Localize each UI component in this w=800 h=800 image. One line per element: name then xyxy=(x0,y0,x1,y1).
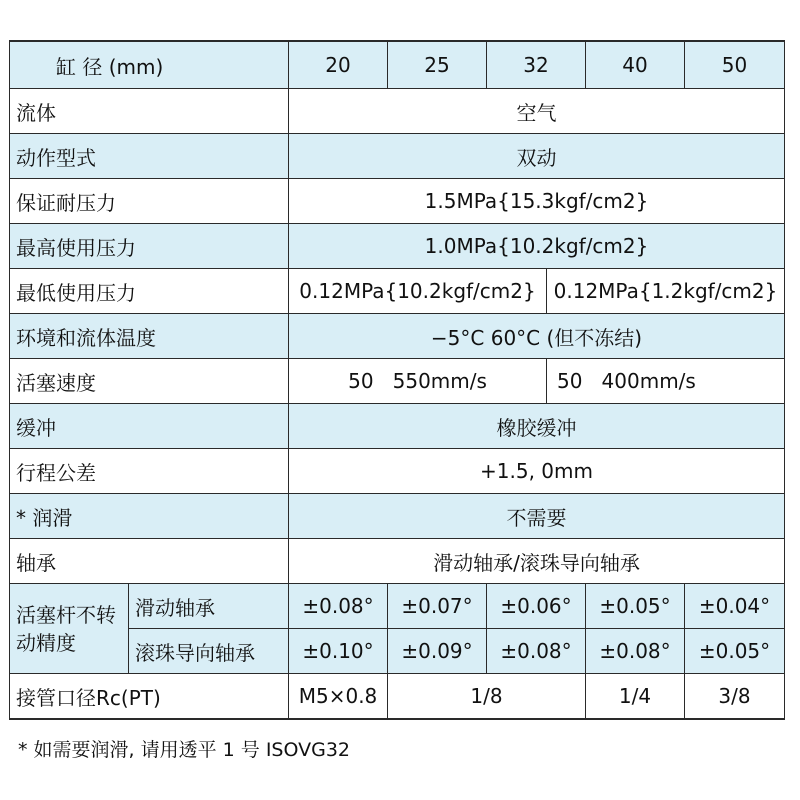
min-pressure-value-b: 0.12MPa{1.2kgf/cm2} xyxy=(553,279,778,303)
ball-accuracy-40: ±0.08° xyxy=(586,629,685,674)
non-rotation-label: 活塞杆不转动精度 xyxy=(10,584,129,674)
lubrication-value: 不需要 xyxy=(289,494,785,539)
ball-accuracy-32: ±0.08° xyxy=(487,629,586,674)
bore-label: 缸 径 (mm) xyxy=(56,54,164,79)
stroke-tolerance-value: +1.5, 0mm xyxy=(289,449,785,494)
sliding-accuracy-25: ±0.07° xyxy=(388,584,487,629)
speed-values xyxy=(289,359,785,404)
speed-label: 活塞速度 xyxy=(10,359,289,404)
temperature-value: −5°C 60°C (但不冻结) xyxy=(289,314,785,359)
ball-accuracy-20: ±0.10° xyxy=(289,629,388,674)
port-value-20: M5×0.8 xyxy=(289,674,388,720)
row-lubrication xyxy=(10,494,785,539)
bearing-label: 轴承 xyxy=(10,539,289,584)
max-pressure-label: 最高使用压力 xyxy=(10,224,289,269)
port-value-25-32: 1/8 xyxy=(388,674,586,720)
port-label: 接管口径Rc(PT) xyxy=(10,674,289,720)
lubrication-footnote: * 如需要润滑, 请用透平 1 号 ISOVG32 xyxy=(18,739,351,761)
max-pressure-value: 1.0MPa{10.2kgf/cm2} xyxy=(289,224,785,269)
action-label: 动作型式 xyxy=(10,134,289,179)
proof-pressure-label: 保证耐压力 xyxy=(10,179,289,224)
bore-32: 32 xyxy=(487,41,586,89)
row-port xyxy=(10,674,785,720)
min-pressure-label: 最低使用压力 xyxy=(10,269,289,314)
port-value-40: 1/4 xyxy=(586,674,685,720)
temperature-label: 环境和流体温度 xyxy=(10,314,289,359)
min-pressure-values xyxy=(289,269,785,314)
cushion-label: 缓冲 xyxy=(10,404,289,449)
row-speed xyxy=(10,359,785,404)
row-stroke-tolerance xyxy=(10,449,785,494)
lubrication-label: * 润滑 xyxy=(10,494,289,539)
row-temperature xyxy=(10,314,785,359)
stroke-tolerance-label: 行程公差 xyxy=(10,449,289,494)
bore-20: 20 xyxy=(289,41,388,89)
spec-table xyxy=(9,40,785,720)
cushion-value: 橡胶缓冲 xyxy=(289,404,785,449)
sliding-bearing-label: 滑动轴承 xyxy=(129,584,289,629)
sliding-accuracy-40: ±0.05° xyxy=(586,584,685,629)
bore-25: 25 xyxy=(388,41,487,89)
row-proof-pressure xyxy=(10,179,785,224)
ball-accuracy-25: ±0.09° xyxy=(388,629,487,674)
bore-40: 40 xyxy=(586,41,685,89)
row-min-pressure xyxy=(10,269,785,314)
header-row xyxy=(10,41,785,89)
ball-accuracy-50: ±0.05° xyxy=(685,629,785,674)
sliding-accuracy-20: ±0.08° xyxy=(289,584,388,629)
bore-50: 50 xyxy=(685,41,785,89)
proof-pressure-value: 1.5MPa{15.3kgf/cm2} xyxy=(289,179,785,224)
min-pressure-value-a: 0.12MPa{10.2kgf/cm2} xyxy=(289,269,547,313)
speed-value-a: 50 550mm/s xyxy=(289,359,547,403)
action-value: 双动 xyxy=(289,134,785,179)
row-non-rotation-sliding xyxy=(10,584,785,629)
bearing-value: 滑动轴承/滚珠导向轴承 xyxy=(289,539,785,584)
ball-bearing-label: 滚珠导向轴承 xyxy=(129,629,289,674)
fluid-value: 空气 xyxy=(289,89,785,134)
sliding-accuracy-32: ±0.06° xyxy=(487,584,586,629)
sliding-accuracy-50: ±0.04° xyxy=(685,584,785,629)
fluid-label: 流体 xyxy=(10,89,289,134)
bore-label-cell xyxy=(10,41,289,89)
row-cushion xyxy=(10,404,785,449)
row-bearing xyxy=(10,539,785,584)
row-action xyxy=(10,134,785,179)
speed-value-b: 50 400mm/s xyxy=(557,369,696,393)
port-value-50: 3/8 xyxy=(685,674,785,720)
row-fluid xyxy=(10,89,785,134)
row-max-pressure xyxy=(10,224,785,269)
